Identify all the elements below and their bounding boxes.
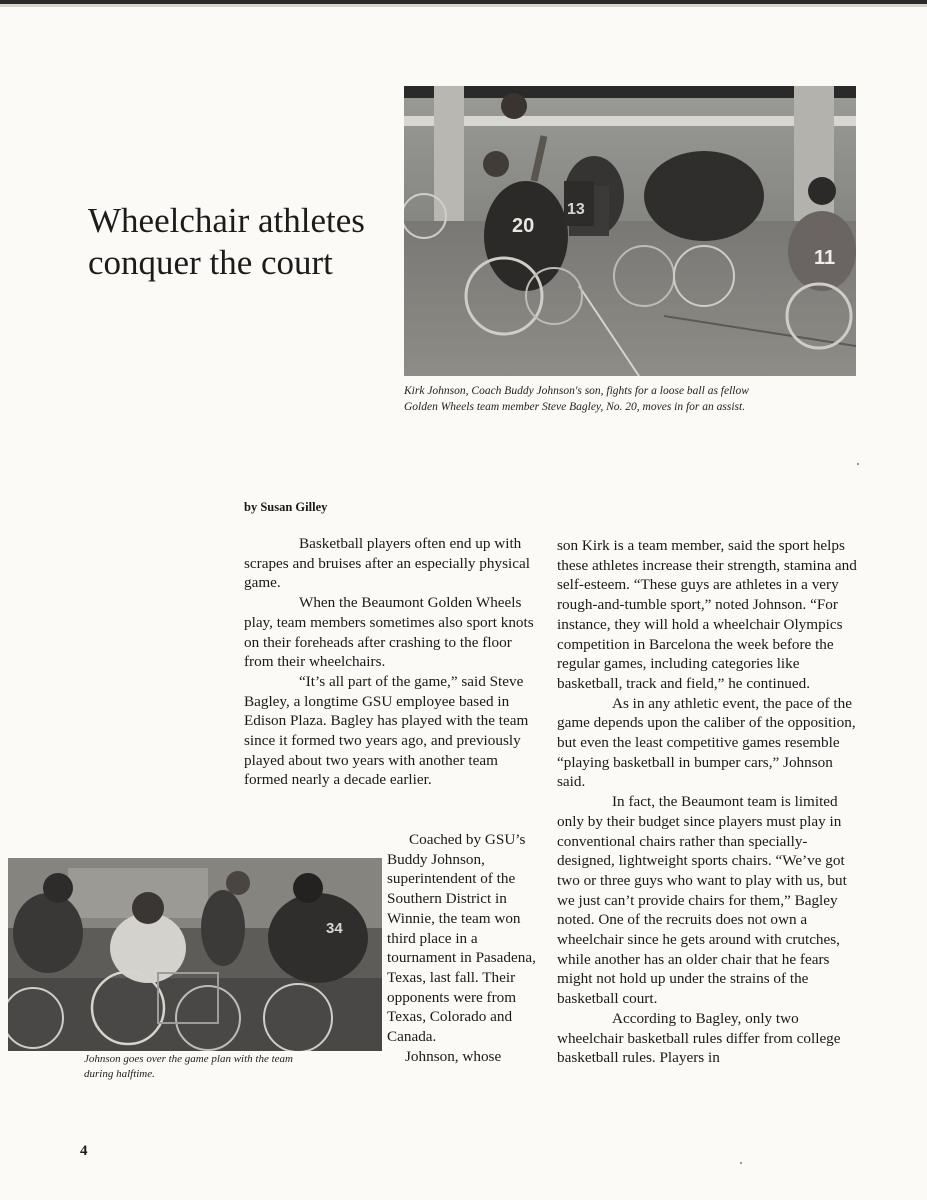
headline-line-2: conquer the court (88, 243, 333, 282)
photo-caption-top-line-2: Golden Wheels team member Steve Bagley, No. 20, moves in for an assist. (404, 401, 746, 413)
photo-caption-bottom-line-1: Johnson goes over the game plan with the team (84, 1053, 293, 1065)
paragraph: “It’s all part of the game,” said Steve Bagley, a longtime GSU employee based in Edison Plaza. Bagley has played with the team since it formed two years ago, and previously played about two years with another team formed nearly a decade earlier. (244, 672, 529, 789)
photo-wheelchair-game (404, 86, 856, 376)
photo-caption-bottom (84, 1052, 384, 1082)
article-column-1-narrow (387, 830, 539, 1066)
article-column-2 (557, 536, 857, 1068)
byline: by Susan Gilley (244, 500, 328, 514)
jersey-number-11: 11 (814, 247, 836, 269)
photo-caption-top-line-1: Kirk Johnson, Coach Buddy Johnson's son, fights for a loose ball as fellow (404, 385, 749, 397)
paragraph: Basketball players often end up with scrapes and bruises after an especially physical game. (244, 535, 530, 592)
scan-speck (857, 463, 859, 465)
photo-caption-top (404, 383, 856, 415)
photo-caption-bottom-line-2: during halftime. (84, 1068, 155, 1080)
jersey-number-20: 20 (512, 215, 535, 237)
photo-halftime-huddle (8, 858, 382, 1051)
paragraph: As in any athletic event, the pace of the game depends upon the caliber of the opposition, but even the least competitive games resemble “playing basketball in bumper cars,” Johnson said. (557, 694, 856, 791)
headline-line-1: Wheelchair athletes (88, 201, 365, 240)
scan-speck (740, 1162, 742, 1164)
paragraph: Johnson, whose (405, 1047, 502, 1065)
page-number: 4 (80, 1143, 88, 1159)
page-top-shadow (0, 4, 927, 7)
jersey-number-34: 34 (326, 920, 343, 937)
headline (88, 200, 398, 284)
article-column-1 (244, 534, 540, 790)
paragraph: son Kirk is a team member, said the sport helps these athletes increase their strength, stamina and self-esteem. “These guys are athletes in a very rough-and-tumble sport,” noted Johnson. “For instance, they will hold a wheelchair Olympics competition in Barcelona the week before the regular games, including categories like basketball, track and field,” he continued. (557, 537, 857, 692)
paragraph: When the Beaumont Golden Wheels play, team members sometimes also sport knots on their foreheads after crashing to the floor from their wheelchairs. (244, 594, 534, 671)
paragraph: In fact, the Beaumont team is limited only by their budget since players must play in conventional chairs rather than specially-designed, lightweight sports chairs. “We’ve got two or three guys who want to play with us, but we just can’t provide chairs for them,” Bagley noted. One of the recruits does not own a wheelchair since he gets around with crutches, while another has an older chair that he fears might not hold up under the strains of the basketball court. (557, 793, 847, 1008)
paragraph: Coached by GSU’s Buddy Johnson, superintendent of the Southern District in Winnie, the team won third place in a tournament in Pasadena, Texas, last fall. Their opponents were from Texas, Colorado and Canada. (387, 831, 536, 1046)
paragraph: According to Bagley, only two wheelchair basketball rules differ from college basketball rules. Players in (557, 1009, 841, 1067)
jersey-number-13: 13 (567, 201, 585, 218)
photo-wheelchair-game-illustration (404, 86, 856, 376)
photo-halftime-huddle-illustration (8, 858, 382, 1051)
